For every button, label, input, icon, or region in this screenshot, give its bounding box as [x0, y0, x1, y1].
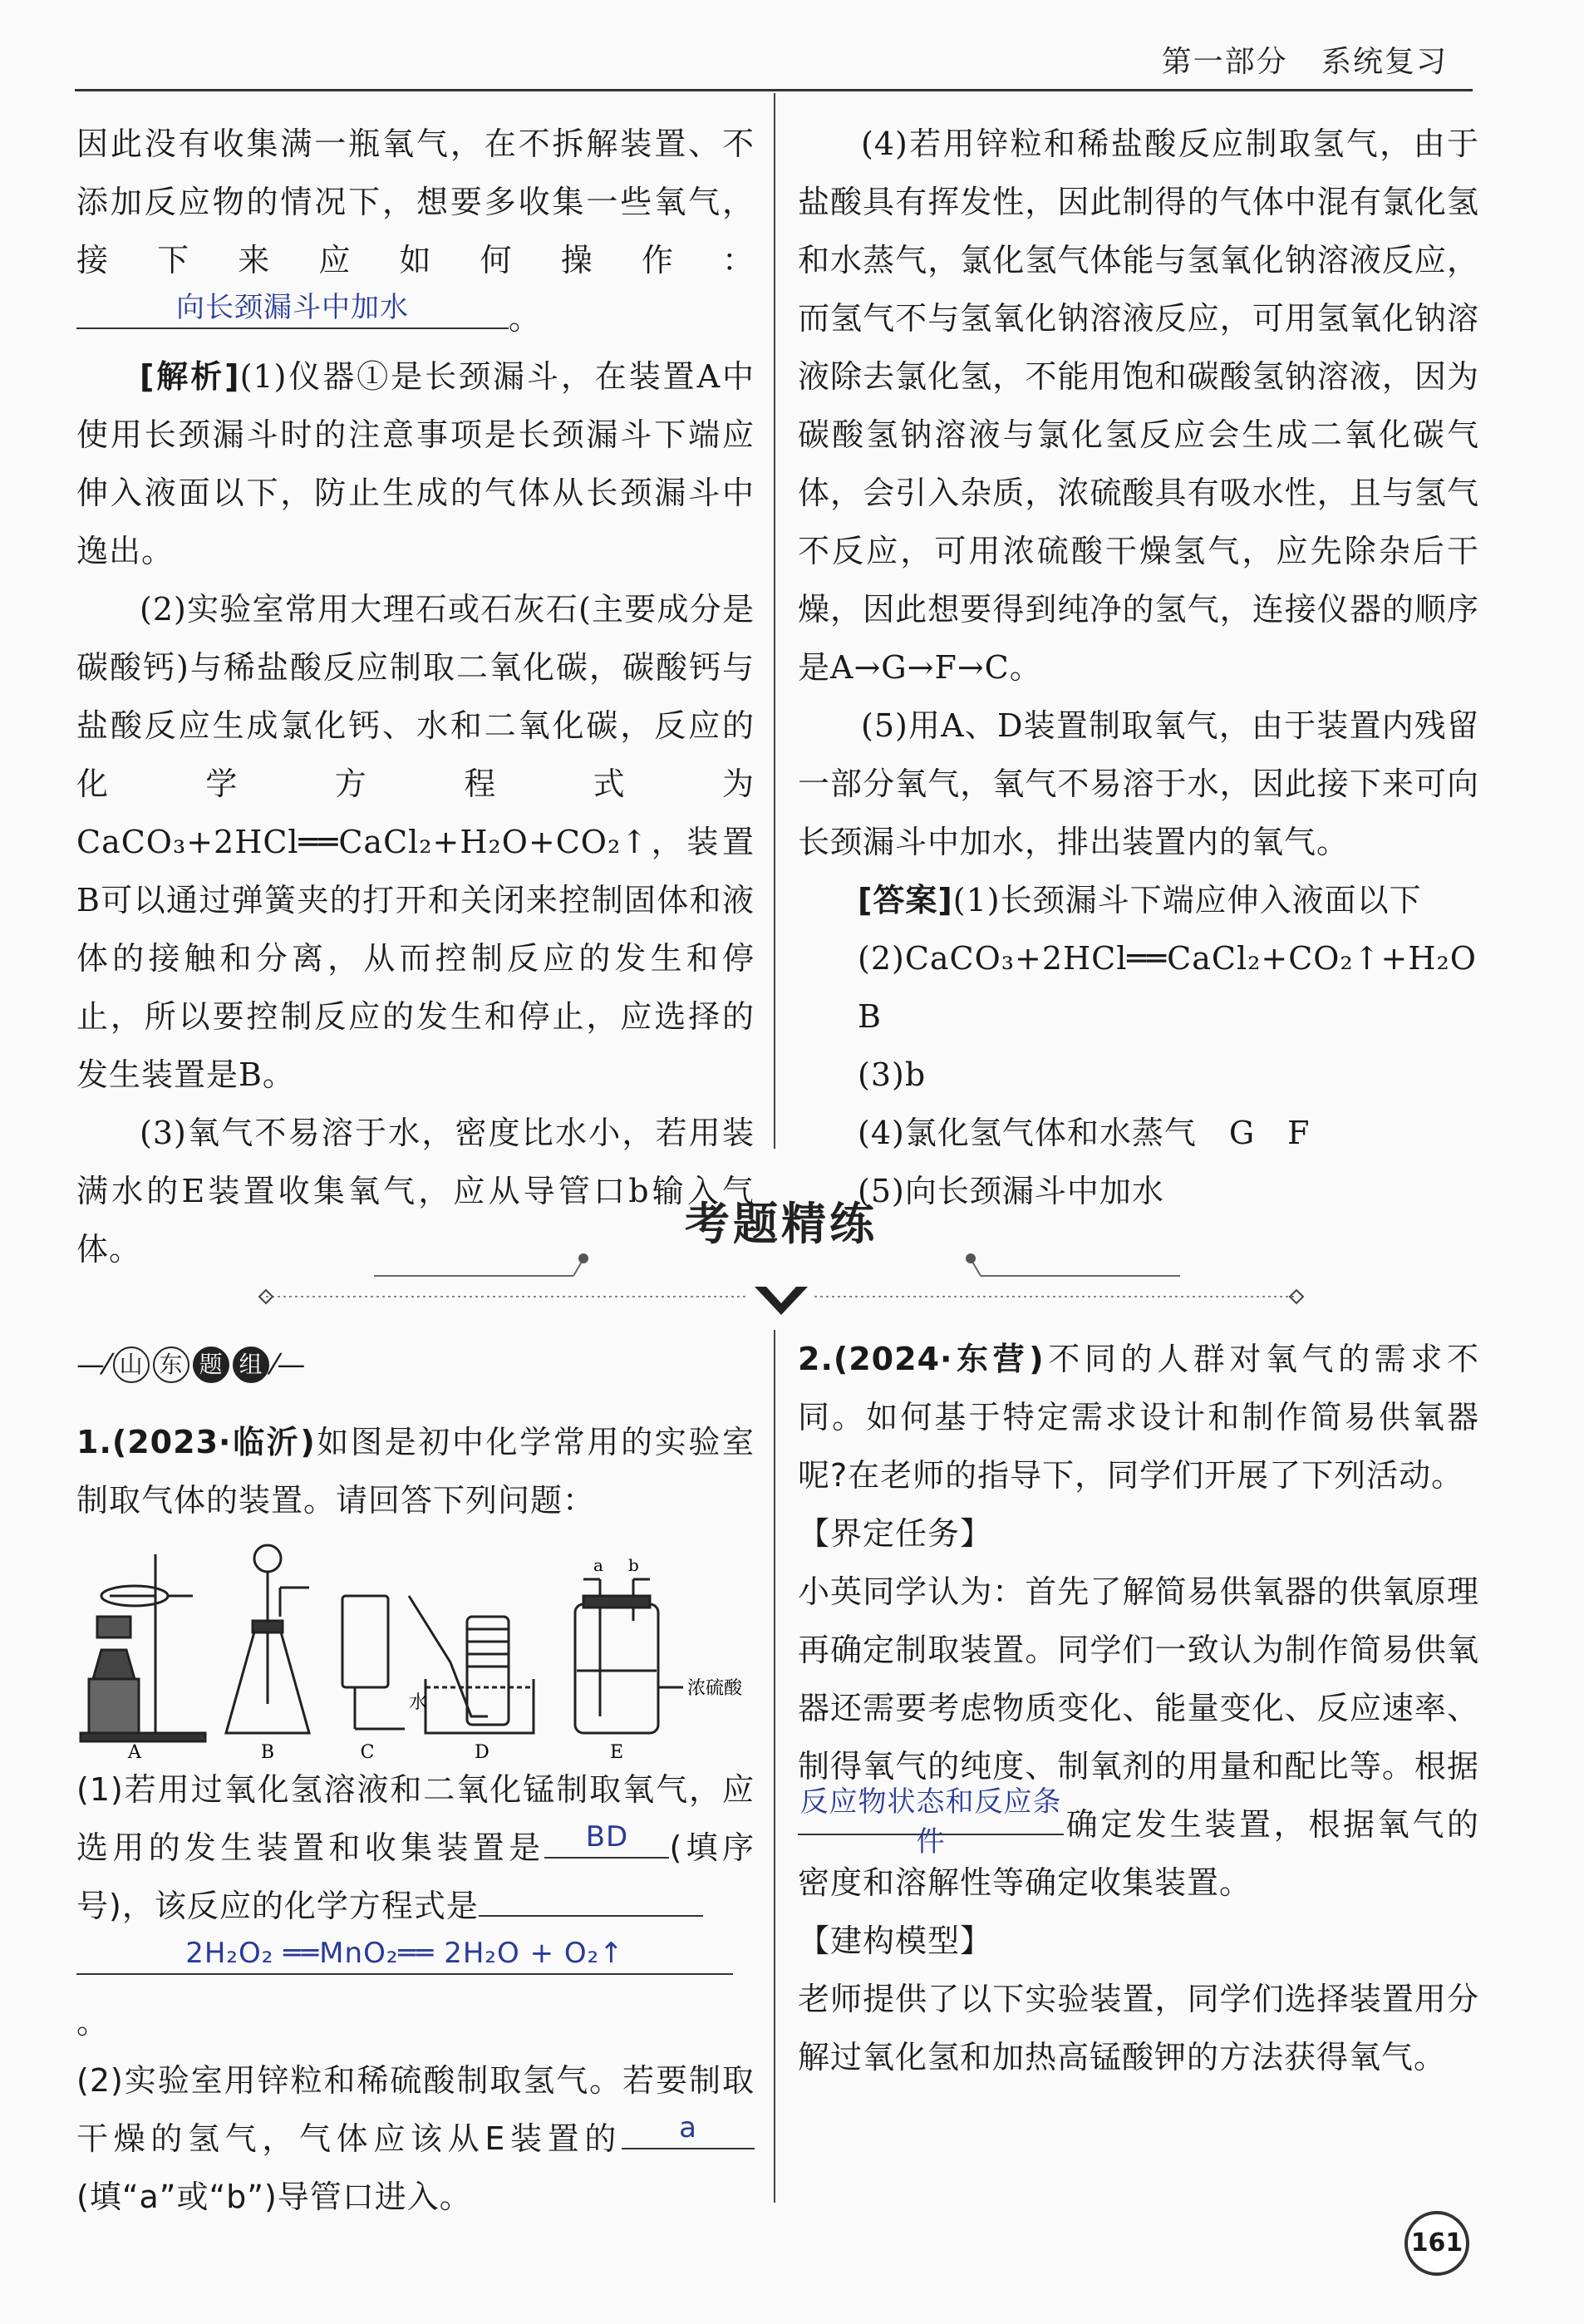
apparatus-label-b: B — [260, 1742, 275, 1762]
answer-4: (4)氯化氢气体和水蒸气 G F — [858, 1115, 1311, 1151]
q1-s2-answer: a — [679, 2111, 697, 2144]
header-section: 第一部分 — [1161, 45, 1288, 79]
group-badge — [76, 1347, 305, 1383]
section-title-block — [249, 1180, 1313, 1322]
q1-s2-post: (填“a”或“b”)导管口进入。 — [76, 2179, 472, 2215]
q1-stem-text: 如图是初中化学常用的实验室制取气体的装置。请回答下列问题： — [76, 1424, 755, 1519]
q1-s2-pre: (2)实验室用锌粒和稀硫酸制取氢气。若要制取干燥的氢气，气体应该从E装置的 — [76, 2062, 755, 2157]
apparatus-label-c: C — [360, 1742, 375, 1762]
q1-source: 1.(2023·临沂) — [76, 1424, 316, 1460]
apparatus-label-port-b: b — [628, 1555, 639, 1575]
q1-s1-answer: BD — [585, 1820, 629, 1854]
badge-dash-right: ⁄— — [272, 1348, 306, 1381]
header-subtitle: 系统复习 — [1321, 45, 1448, 79]
badge-char-4: 组 — [233, 1347, 269, 1383]
q2-task-answer: 反应物状态和反应条件 — [799, 1785, 1062, 1859]
section-title: 考题精练 — [685, 1198, 878, 1250]
apparatus-label-d: D — [475, 1742, 489, 1762]
apparatus-a — [81, 1554, 205, 1741]
header-text — [1162, 38, 1448, 81]
apparatus-e — [575, 1579, 683, 1733]
q2-task-tag: 【界定任务】 — [798, 1515, 993, 1552]
answer-2: (2)CaCO₃+2HCl══CaCl₂+CO₂↑+H₂O B — [858, 940, 1509, 1035]
left-column-top — [76, 115, 755, 1278]
q1-s1-trailing-blank — [479, 1878, 703, 1917]
answer-3: (3)b — [858, 1056, 927, 1093]
jiexi-p5: (5)用A、D装置制取氧气，由于装置内残留一部分氧气，氧气不易溶于水，因此接下来可向长颈漏斗中加水，排出装置内的氧气。 — [798, 707, 1479, 860]
apparatus-label-acid: 浓硫酸 — [687, 1678, 743, 1699]
q2-model-text: 老师提供了以下实验装置，同学们选择装置用分解过氧化氢和加热高锰酸钾的方法获得氧气。 — [798, 1981, 1479, 2075]
answer-line-1 — [798, 871, 1479, 929]
q2-stem-text: 不同的人群对氧气的需求不同。如何基于特定需求设计和制作简易供氧器呢?在老师的指导下，同学们开展了下列活动。 — [798, 1341, 1479, 1494]
apparatus-c — [342, 1596, 405, 1729]
q2-task-post: 确定发生装置，根据氧气的密度和溶解性等确定收集装置。 — [798, 1806, 1479, 1901]
apparatus-d — [409, 1596, 534, 1733]
jiexi-p3: (3)氧气不易溶于水，密度比水小，若用装满水的E装置收集氧气，应从导管口b输入气体。 — [76, 1115, 755, 1268]
apparatus-figure — [76, 1538, 766, 1762]
jiexi-tag: [解析] — [140, 358, 240, 395]
q2-task-blank — [798, 1785, 1064, 1859]
q1-s2 — [76, 2051, 755, 2226]
column-divider-bottom — [774, 1330, 775, 2203]
q1-stem — [76, 1413, 755, 1529]
q1-equation: 2H₂O₂ ══MnO₂══ 2H₂O + O₂↑ — [185, 1937, 624, 1970]
question-1-subparts — [76, 1760, 755, 2226]
q1-equation-line: 2H₂O₂ ══MnO₂══ 2H₂O + O₂↑ 。 — [76, 1935, 755, 2051]
q1-s1 — [76, 1760, 755, 1935]
badge-char-3: 题 — [193, 1347, 229, 1383]
intro-paragraph: 因此没有收集满一瓶氧气，在不拆解装置、不添加反应物的情况下，想要多收集一些氧气，接下来应如何操作： 向长颈漏斗中加水 。 — [76, 126, 755, 337]
apparatus-label-a: A — [128, 1742, 141, 1762]
intro-answer-blank — [76, 291, 509, 329]
question-1 — [76, 1413, 755, 1529]
answer-1: (1)长颈漏斗下端应伸入液面以下 — [952, 882, 1422, 918]
jiexi-p4: (4)若用锌粒和稀盐酸反应制取氢气，由于盐酸具有挥发性，因此制得的气体中混有氯化氢和水蒸气，氯化氢气体能与氢氧化钠溶液反应，而氢气不与氢氧化钠溶液反应，可用氢氧化钠溶液除去氯化氢，不能用饱和碳酸氢钠溶液，因为碳酸氢钠溶液与氯化氢反应会生成二氧化碳气体，会引入杂质，浓硫酸具有吸水性，且与氢气不反应，可用浓硫酸干燥氢气，应先除杂后干燥，因此想要得到纯净的氢气，连接仪器的顺序是A→G→F→C。 — [798, 126, 1479, 686]
jiexi-p1-text: (1)仪器①是长颈漏斗，在装置A中使用长颈漏斗时的注意事项是长颈漏斗下端应伸入液面以下，防止生成的气体从长颈漏斗中逸出。 — [76, 358, 755, 569]
column-divider-top — [774, 93, 775, 1149]
jiexi-p2: (2)实验室常用大理石或石灰石(主要成分是碳酸钙)与稀盐酸反应制取二氧化碳，碳酸钙与盐酸反应生成氯化钙、水和二氧化碳，反应的化学方程式为CaCO₃+2HCl══CaCl₂+H₂O+CO₂↑，装置B可以通过弹簧夹的打开和关闭来控制固体和液体的接触和分离，从而控制反应的发生和停止，所以要控制反应的发生和停止，应选择的发生装置是B。 — [76, 591, 755, 1093]
intro-answer: 向长颈漏斗中加水 — [176, 291, 409, 324]
jiexi-p1 — [76, 347, 755, 580]
question-2 — [798, 1330, 1479, 2086]
apparatus-label-water: 水 — [409, 1692, 428, 1713]
apparatus-label-port-a: a — [593, 1555, 603, 1575]
q2-source: 2.(2024·东营) — [798, 1341, 1045, 1377]
q1-s1-mid: (填序号)，该反应的化学方程式是 — [76, 1829, 755, 1924]
page-header — [75, 32, 1473, 91]
intro-text: 因此没有收集满一瓶氧气，在不拆解装置、不添加反应物的情况下，想要多收集一些氧气，接下来应如何操作： — [76, 126, 755, 278]
badge-char-2: 东 — [153, 1347, 189, 1383]
page-number: 161 — [1404, 2211, 1469, 2276]
q1-equation-blank — [76, 1937, 733, 1975]
apparatus-b — [226, 1545, 309, 1733]
apparatus-label-e: E — [609, 1742, 624, 1762]
right-column-top — [798, 115, 1509, 1220]
q2-task-pre: 小英同学认为：首先了解简易供氧器的供氧原理再确定制取装置。同学们一致认为制作简易供氧器还需要考虑物质变化、能量变化、反应速率、制得氧气的纯度、制氧剂的用量和配比等。根据 — [798, 1573, 1479, 1785]
q1-s2-blank — [622, 2111, 755, 2149]
q2-stem — [798, 1330, 1479, 1504]
q2-model-tag: 【建构模型】 — [798, 1923, 993, 1959]
answer-tag: [答案] — [858, 882, 953, 918]
badge-char-1: 山 — [113, 1347, 150, 1383]
q1-s1-blank — [544, 1820, 669, 1859]
q1-s1-pre: (1)若用过氧化氢溶液和二氧化锰制取氧气，应选用的发生装置和收集装置是 — [76, 1771, 755, 1866]
badge-dash-left: —⁄ — [76, 1348, 110, 1381]
answer-5: (5)向长颈漏斗中加水 — [858, 1173, 1164, 1209]
q2-task-text — [798, 1563, 1479, 1912]
